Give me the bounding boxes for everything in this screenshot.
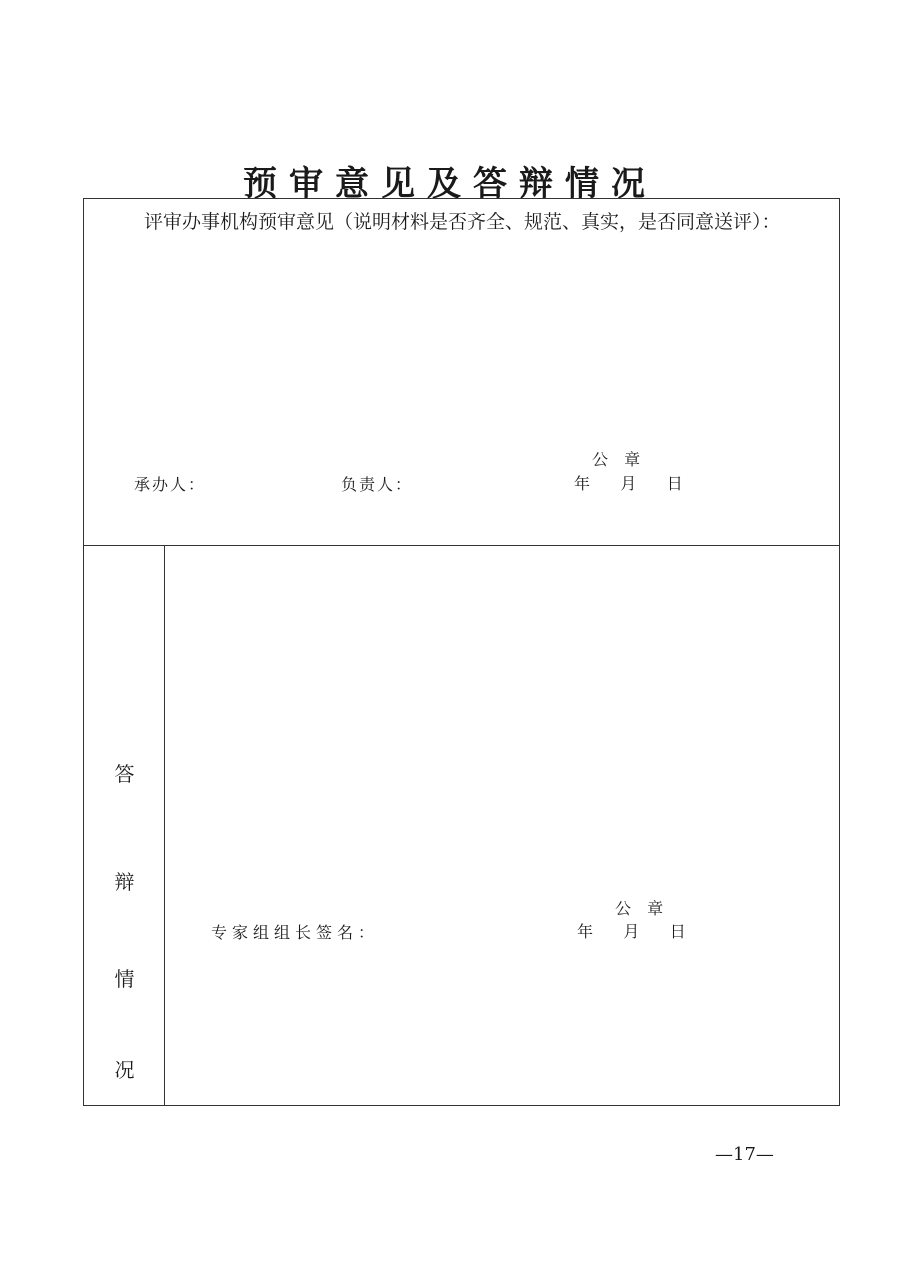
defense-date-label: 年 月 日 <box>577 922 688 941</box>
defense-seal-label: 公 章 <box>615 899 666 918</box>
review-form-table <box>83 198 840 1106</box>
side-char-da: 答 <box>114 762 135 786</box>
handler-label: 承办人： <box>134 475 207 494</box>
defense-section <box>84 546 839 1105</box>
preliminary-review-section <box>84 199 839 546</box>
page-title: 预审意见及答辩情况 <box>243 164 657 204</box>
side-char-qing: 情 <box>114 967 135 991</box>
expert-leader-signature-label: 专家组组长签名： <box>211 923 380 942</box>
side-char-bian: 辩 <box>114 870 135 894</box>
preliminary-date-label: 年 月 日 <box>574 474 685 493</box>
defense-side-label <box>84 546 165 1105</box>
preliminary-review-prompt: 评审办事机构预审意见（说明材料是否齐全、规范、真实，是否同意送评）： <box>144 211 781 233</box>
side-char-kuang: 况 <box>114 1058 135 1082</box>
responsible-label: 负责人： <box>341 475 414 494</box>
preliminary-seal-label: 公 章 <box>592 450 643 469</box>
page-number: —17— <box>715 1144 774 1165</box>
